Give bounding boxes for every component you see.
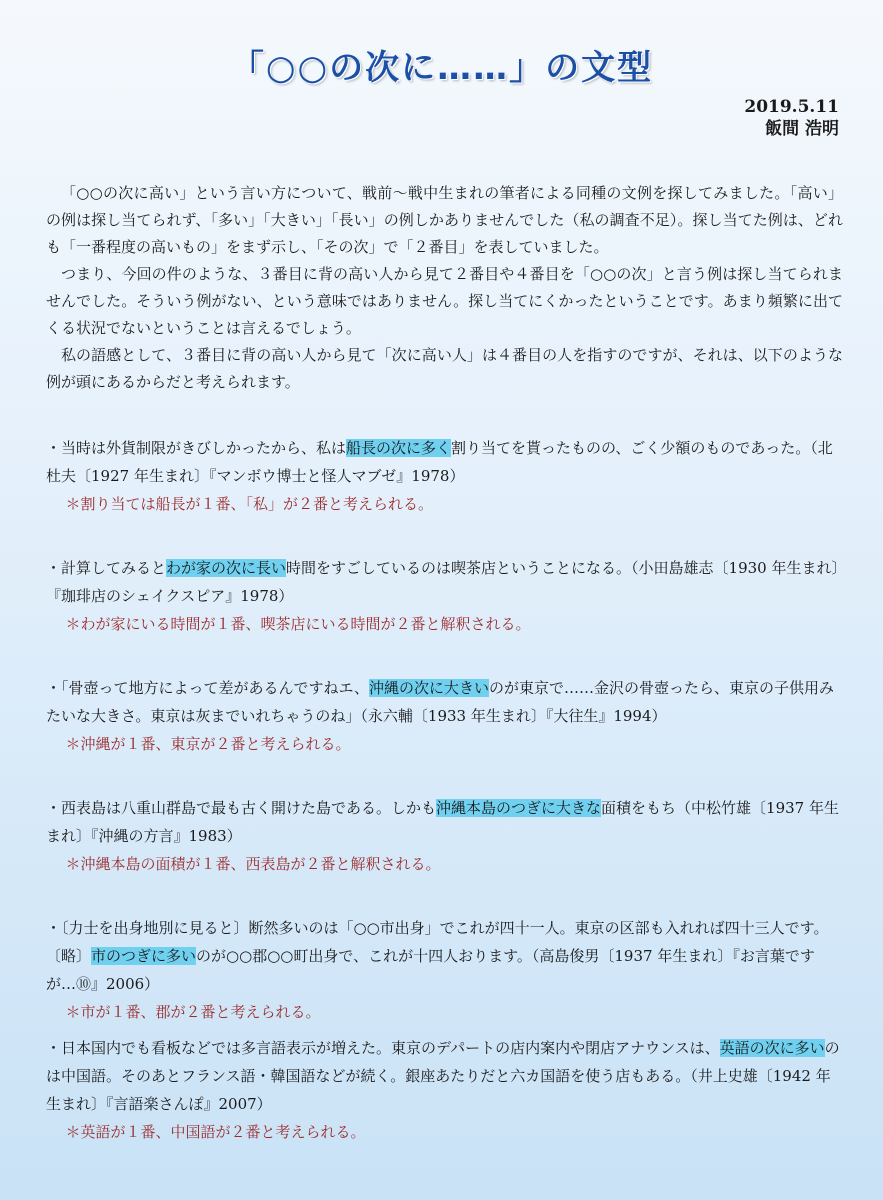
quote-text: のが東京で……金沢の骨壺ったら、東京の子供用みたいな大きさ。東京は灰までいれちゃうのね」（永六輔〔1933 年生まれ〕『大往生』1994） bbox=[46, 679, 834, 725]
example-note: ＊割り当ては船長が１番、「私」が２番と考えられる。 bbox=[65, 495, 434, 513]
intro-paragraph: つまり、今回の件のような、３番目に背の高い人から見て２番目や４番目を「○○の次」と言う例は探し当てられませんでした。そういう例がない、という意味ではありません。探し当てにくかったということです。あまり頻繁に出てくる状況でないということは言えるでしょう。 bbox=[46, 265, 843, 337]
quote-text: ・当時は外貨制限がきびしかったから、私は bbox=[46, 439, 347, 457]
highlighted-phrase: 沖縄の次に大きい bbox=[368, 679, 489, 697]
highlighted-phrase: 船長の次に多く bbox=[346, 439, 452, 457]
highlighted-phrase: 市のつぎに多い bbox=[91, 947, 197, 965]
example-quote bbox=[46, 434, 843, 490]
example-item bbox=[46, 434, 843, 554]
highlighted-phrase: わが家の次に長い bbox=[166, 559, 287, 577]
example-item bbox=[46, 914, 843, 1034]
example-item bbox=[46, 674, 843, 794]
example-quote bbox=[46, 674, 843, 730]
highlighted-phrase: 沖縄本島のつぎに大きな bbox=[436, 799, 602, 817]
example-item bbox=[46, 1034, 843, 1154]
highlighted-phrase: 英語の次に多い bbox=[719, 1039, 825, 1057]
example-note: ＊沖縄が１番、東京が２番と考えられる。 bbox=[65, 735, 351, 753]
page-title: 「○○の次に……」の文型 bbox=[229, 48, 654, 88]
date: 2019.5.11 bbox=[744, 97, 839, 117]
example-note: ＊市が１番、郡が２番と考えられる。 bbox=[65, 1003, 321, 1021]
example-quote bbox=[46, 1034, 843, 1118]
intro-section bbox=[46, 180, 843, 396]
example-note: ＊沖縄本島の面積が１番、西表島が２番と解釈される。 bbox=[65, 855, 441, 873]
quote-text: 割り当てを貰ったものの、ごく少額のものであった。（北杜夫〔1927 年生まれ〕『マンボウ博士と怪人マブゼ』1978） bbox=[46, 439, 833, 485]
example-quote bbox=[46, 554, 843, 610]
quote-text: のが○○郡○○町出身で、これが十四人おります。（高島俊男〔1937 年生まれ〕『お言葉ですが…⑩』2006） bbox=[46, 947, 815, 993]
example-quote bbox=[46, 794, 843, 850]
examples-list bbox=[46, 434, 843, 1154]
quote-text: ・「骨壺って地方によって差があるんですねエ、 bbox=[46, 679, 369, 697]
example-note: ＊わが家にいる時間が１番、喫茶店にいる時間が２番と解釈される。 bbox=[65, 615, 531, 633]
quote-text: 時間をすごしているのは喫茶店ということになる。（小田島雄志〔1930 年生まれ〕『珈琲店のシェイクスピア』1978） bbox=[46, 559, 839, 605]
byline bbox=[744, 96, 839, 140]
example-item bbox=[46, 794, 843, 914]
quote-text: ・計算してみると bbox=[46, 559, 167, 577]
quote-text: ・〔力士を出身地別に見ると〕断然多いのは「○○市出身」でこれが四十一人。東京の区部も入れれば四十三人です。〔略〕 bbox=[46, 919, 829, 965]
example-item bbox=[46, 554, 843, 674]
quote-text: ・西表島は八重山群島で最も古く開けた島である。しかも bbox=[46, 799, 437, 817]
example-quote bbox=[46, 914, 843, 998]
author-name: 飯間 浩明 bbox=[765, 119, 839, 139]
example-note: ＊英語が１番、中国語が２番と考えられる。 bbox=[65, 1123, 366, 1141]
quote-text: 面積をもち（中松竹雄〔1937 年生まれ〕『沖縄の方言』1983） bbox=[46, 799, 839, 845]
intro-paragraph: 私の語感として、３番目に背の高い人から見て「次に高い人」は４番目の人を指すのですが、それは、以下のような例が頭にあるからだと考えられます。 bbox=[46, 346, 843, 391]
intro-paragraph: 「○○の次に高い」という言い方について、戦前〜戦中生まれの筆者による同種の文例を探してみました。「高い」の例は探し当てられず、「多い」「大きい」「長い」の例しかありませんでした（私の調査不足）。探し当てた例は、どれも「一番程度の高いもの」をまず示し、「その次」で「２番目」を表していました。 bbox=[46, 184, 843, 256]
quote-text: のは中国語。そのあとフランス語・韓国語などが続く。銀座あたりだと六カ国語を使う店もある。（井上史雄〔1942 年生まれ〕『言語楽さんぽ』2007） bbox=[46, 1039, 840, 1113]
quote-text: ・日本国内でも看板などでは多言語表示が増えた。東京のデパートの店内案内や閉店アナウンスは、 bbox=[46, 1039, 720, 1057]
